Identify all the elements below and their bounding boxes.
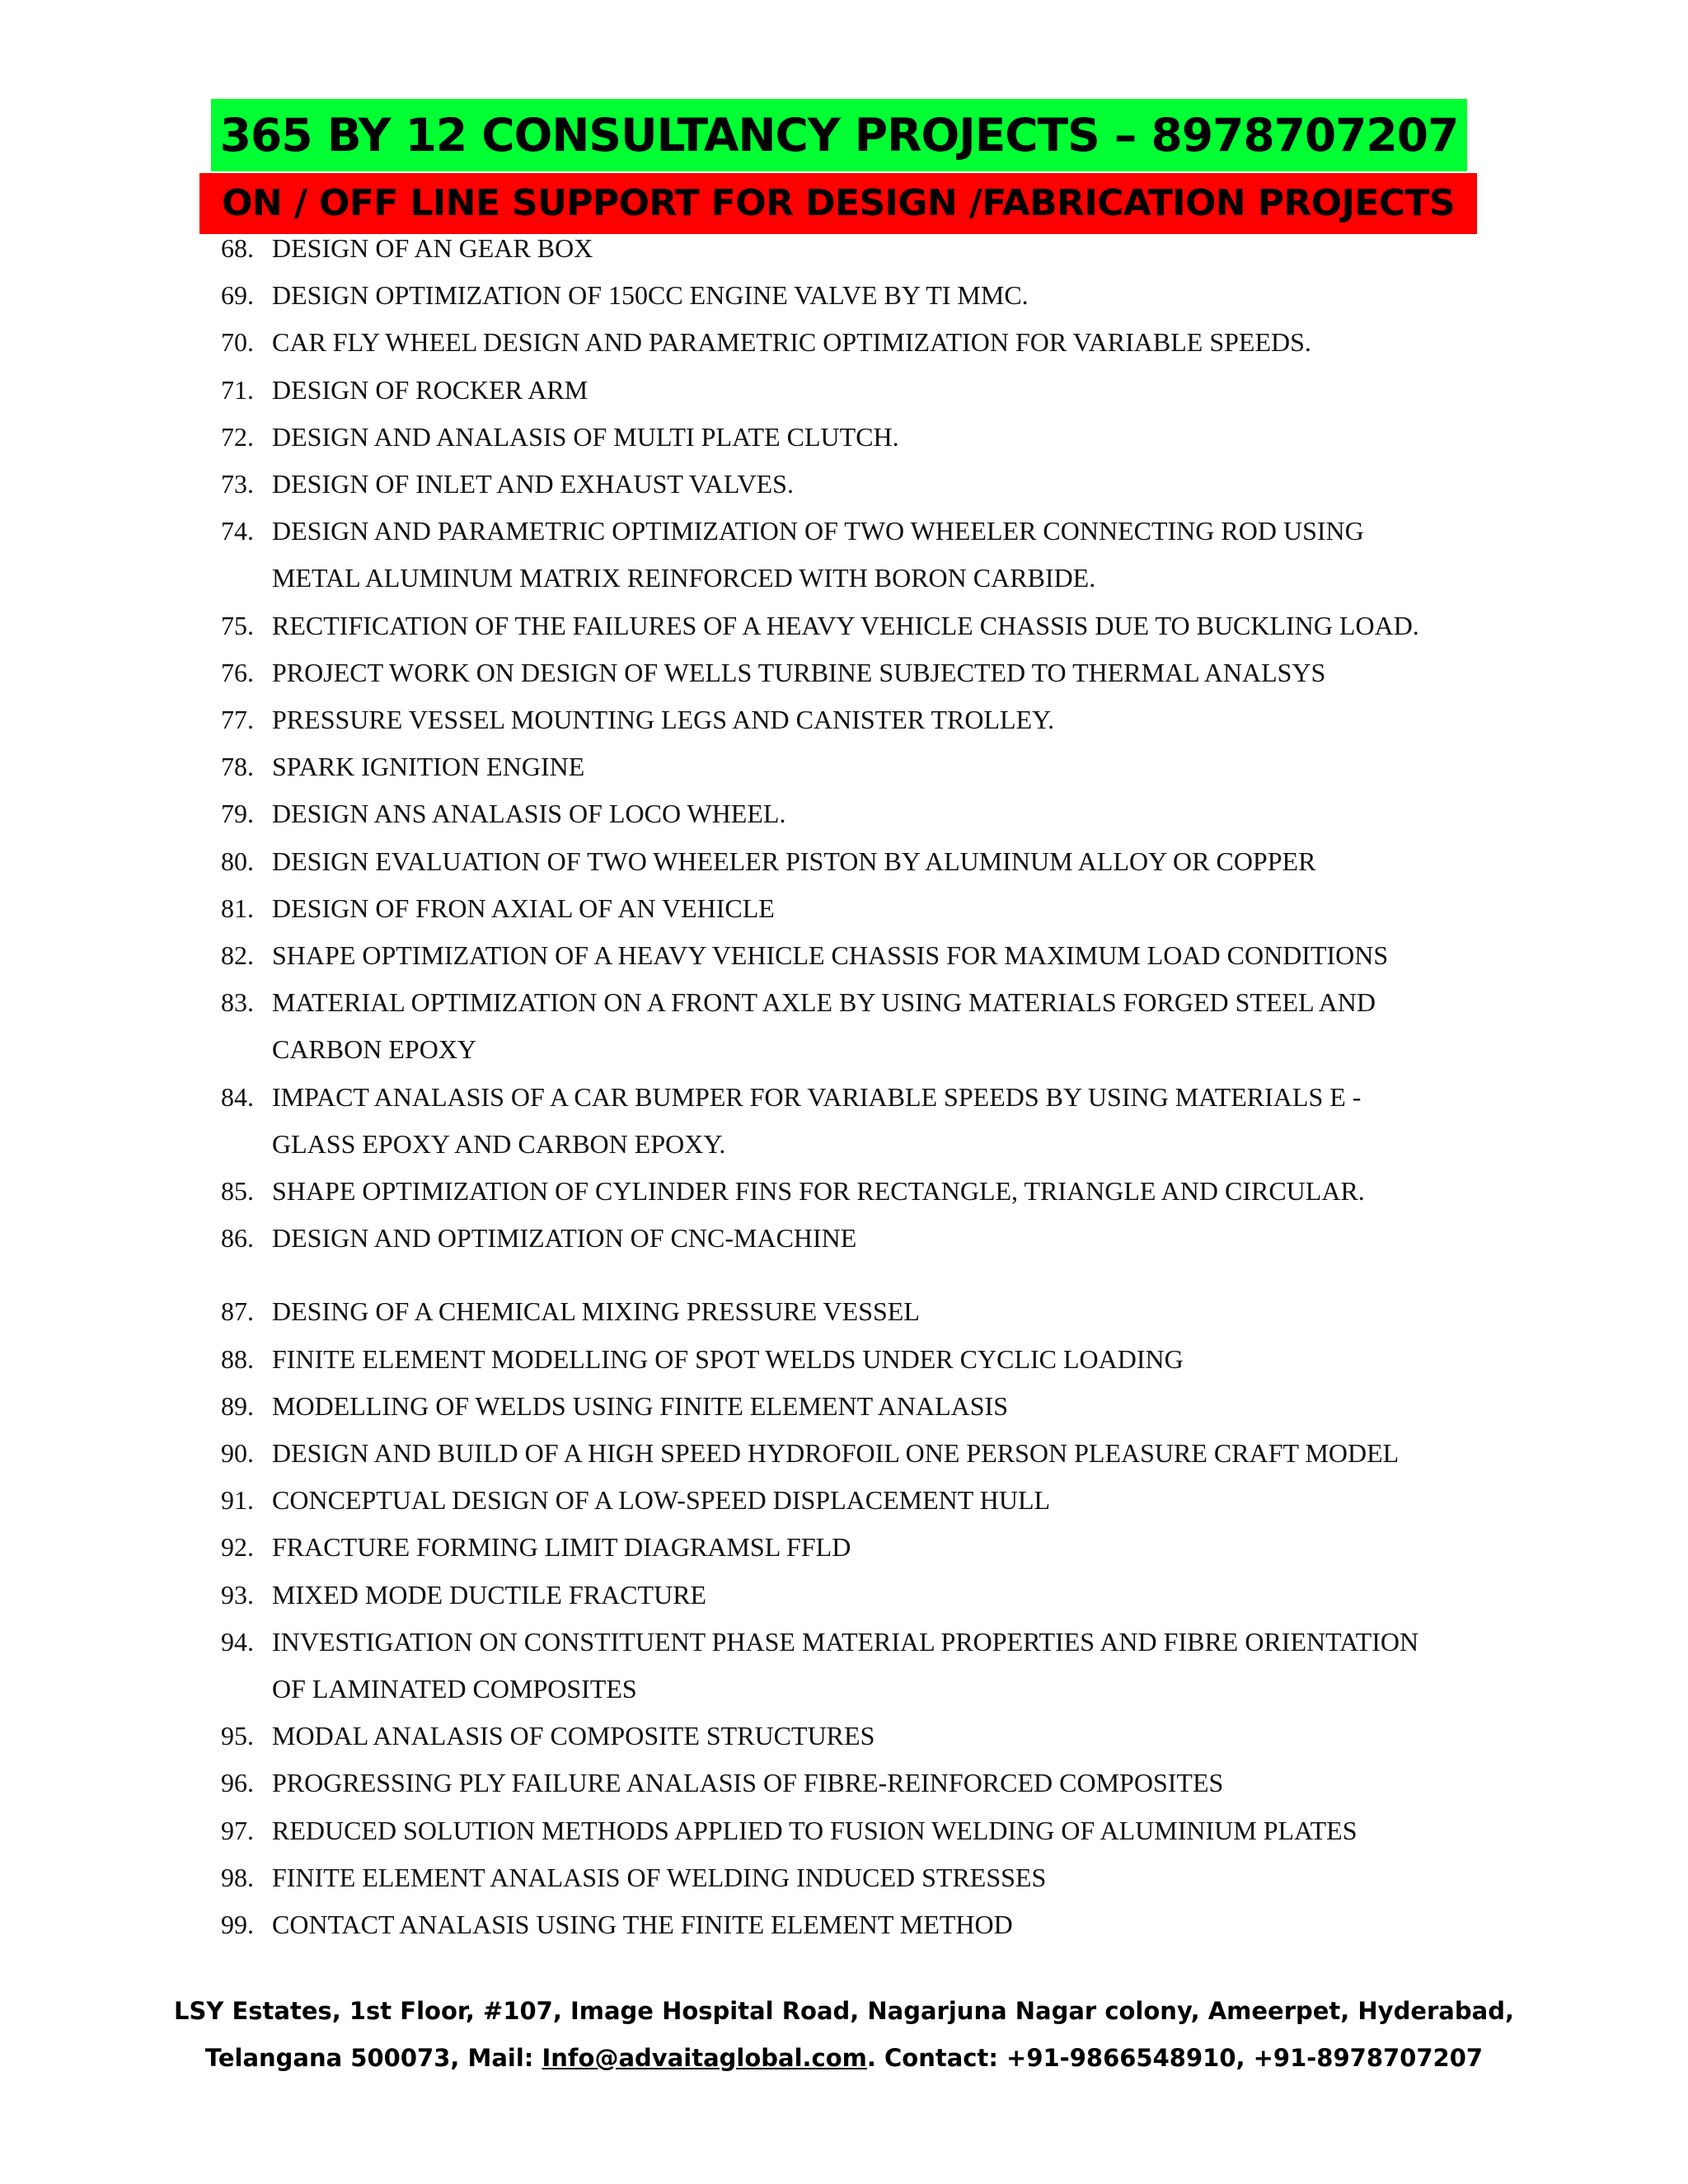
list-item-text: DESIGN ANS ANALASIS OF LOCO WHEEL. bbox=[272, 799, 786, 829]
list-item bbox=[0, 1479, 1688, 1521]
list-item-text: CARBON EPOXY bbox=[272, 1034, 477, 1065]
list-item-number: 74. bbox=[221, 516, 254, 546]
footer-address-line: LSY Estates, 1st Floor, #107, Image Hospital Road, Nagarjuna Nagar colony, Ameerpet, Hyderabad, bbox=[174, 1997, 1514, 2025]
list-item bbox=[0, 1526, 1688, 1568]
list-item bbox=[0, 416, 1688, 457]
list-item bbox=[0, 274, 1688, 316]
footer-contact-suffix: . Contact: +91-9866548910, +91-8978707207 bbox=[866, 2044, 1484, 2072]
list-item-text: FINITE ELEMENT ANALASIS OF WELDING INDUCED STRESSES bbox=[272, 1862, 1047, 1892]
list-item-number: 91. bbox=[221, 1485, 254, 1516]
list-item-text: DESIGN AND OPTIMIZATION OF CNC-MACHINE bbox=[272, 1223, 857, 1254]
list-item-text: METAL ALUMINUM MATRIX REINFORCED WITH BORON CARBIDE. bbox=[272, 563, 1096, 593]
list-item-continuation bbox=[0, 557, 1688, 598]
list-item-number: 69. bbox=[221, 280, 254, 311]
list-item-number: 79. bbox=[221, 799, 254, 829]
list-item-text: MIXED MODE DUCTILE FRACTURE bbox=[272, 1579, 707, 1610]
list-item bbox=[0, 1621, 1688, 1662]
list-item bbox=[0, 1810, 1688, 1851]
list-item-number: 83. bbox=[221, 987, 254, 1018]
list-item-number: 96. bbox=[221, 1768, 254, 1798]
list-item-text: FINITE ELEMENT MODELLING OF SPOT WELDS UNDER CYCLIC LOADING bbox=[272, 1343, 1184, 1374]
list-item-text: IMPACT ANALASIS OF A CAR BUMPER FOR VARIABLE SPEEDS BY USING MATERIALS E - bbox=[272, 1081, 1362, 1112]
list-item-text: DESIGN OPTIMIZATION OF 150CC ENGINE VALVE BY TI MMC. bbox=[272, 280, 1029, 311]
list-item-number: 90. bbox=[221, 1438, 254, 1468]
list-item-text: INVESTIGATION ON CONSTITUENT PHASE MATERIAL PROPERTIES AND FIBRE ORIENTATION bbox=[272, 1626, 1419, 1657]
list-item bbox=[0, 1904, 1688, 1945]
list-item bbox=[0, 1291, 1688, 1332]
footer bbox=[0, 1988, 1688, 2082]
list-item-text: MODELLING OF WELDS USING FINITE ELEMENT ANALASIS bbox=[272, 1390, 1008, 1421]
list-item-text: CAR FLY WHEEL DESIGN AND PARAMETRIC OPTIMIZATION FOR VARIABLE SPEEDS. bbox=[272, 327, 1311, 358]
list-item-text: DESIGN EVALUATION OF TWO WHEELER PISTON BY ALUMINUM ALLOY OR COPPER bbox=[272, 846, 1316, 876]
list-item-number: 98. bbox=[221, 1862, 254, 1892]
list-item bbox=[0, 793, 1688, 834]
list-item bbox=[0, 369, 1688, 410]
list-item-text: SHAPE OPTIMIZATION OF A HEAVY VEHICLE CHASSIS FOR MAXIMUM LOAD CONDITIONS bbox=[272, 940, 1389, 970]
list-item-number: 70. bbox=[221, 327, 254, 358]
list-item-text: DESIGN AND ANALASIS OF MULTI PLATE CLUTCH. bbox=[272, 421, 899, 452]
list-item-text: DESIGN OF FRON AXIAL OF AN VEHICLE bbox=[272, 893, 775, 923]
list-item-text: MATERIAL OPTIMIZATION ON A FRONT AXLE BY USING MATERIALS FORGED STEEL AND bbox=[272, 987, 1376, 1018]
list-item-text: DESING OF A CHEMICAL MIXING PRESSURE VESSEL bbox=[272, 1296, 920, 1327]
page-title: 365 BY 12 CONSULTANCY PROJECTS – 8978707207 bbox=[211, 99, 1467, 171]
list-item-text: REDUCED SOLUTION METHODS APPLIED TO FUSION WELDING OF ALUMINIUM PLATES bbox=[272, 1815, 1357, 1845]
list-item-text: DESIGN OF AN GEAR BOX bbox=[272, 233, 593, 263]
list-item bbox=[0, 463, 1688, 504]
list-item-number: 95. bbox=[221, 1721, 254, 1751]
list-item-number: 87. bbox=[221, 1296, 254, 1327]
list-item bbox=[0, 746, 1688, 787]
list-item-continuation bbox=[0, 1123, 1688, 1165]
list-item bbox=[0, 1574, 1688, 1615]
list-item-number: 97. bbox=[221, 1815, 254, 1845]
list-item-number: 88. bbox=[221, 1343, 254, 1374]
list-item-number: 73. bbox=[221, 469, 254, 499]
list-item-number: 99. bbox=[221, 1910, 254, 1939]
list-item-continuation bbox=[0, 1029, 1688, 1070]
list-item-number: 77. bbox=[221, 705, 254, 734]
email-link[interactable]: Info@advaitaglobal.com bbox=[542, 2044, 867, 2072]
list-item bbox=[0, 510, 1688, 551]
list-item-number: 89. bbox=[221, 1390, 254, 1421]
list-item-text: DESIGN AND BUILD OF A HIGH SPEED HYDROFOIL ONE PERSON PLEASURE CRAFT MODEL bbox=[272, 1438, 1400, 1468]
footer-contact-line bbox=[0, 2035, 1688, 2082]
list-item-number: 78. bbox=[221, 752, 254, 782]
list-item-text: MODAL ANALASIS OF COMPOSITE STRUCTURES bbox=[272, 1721, 875, 1751]
list-item-text: RECTIFICATION OF THE FAILURES OF A HEAVY VEHICLE CHASSIS DUE TO BUCKLING LOAD. bbox=[272, 610, 1419, 640]
list-item bbox=[0, 652, 1688, 693]
list-item-text: PROJECT WORK ON DESIGN OF WELLS TURBINE SUBJECTED TO THERMAL ANALSYS bbox=[272, 657, 1326, 687]
list-item-continuation bbox=[0, 1668, 1688, 1709]
list-item-number: 85. bbox=[221, 1176, 254, 1206]
list-item bbox=[0, 699, 1688, 740]
list-item-text: GLASS EPOXY AND CARBON EPOXY. bbox=[272, 1128, 726, 1159]
page-subtitle: ON / OFF LINE SUPPORT FOR DESIGN /FABRICATION PROJECTS bbox=[199, 173, 1477, 234]
list-item bbox=[0, 1338, 1688, 1380]
list-item bbox=[0, 1170, 1688, 1212]
list-item bbox=[0, 982, 1688, 1023]
list-item-number: 81. bbox=[221, 893, 254, 923]
list-item-text: FRACTURE FORMING LIMIT DIAGRAMSL FFLD bbox=[272, 1532, 851, 1563]
list-item-number: 92. bbox=[221, 1532, 254, 1563]
list-item bbox=[0, 1076, 1688, 1118]
list-item-text: CONCEPTUAL DESIGN OF A LOW-SPEED DISPLACEMENT HULL bbox=[272, 1485, 1051, 1516]
list-item-number: 82. bbox=[221, 940, 254, 970]
list-item-text: PRESSURE VESSEL MOUNTING LEGS AND CANISTER TROLLEY. bbox=[272, 705, 1055, 734]
list-item-number: 72. bbox=[221, 421, 254, 452]
list-item bbox=[0, 605, 1688, 646]
list-item-text: PROGRESSING PLY FAILURE ANALASIS OF FIBRE-REINFORCED COMPOSITES bbox=[272, 1768, 1224, 1798]
list-item bbox=[0, 1857, 1688, 1898]
list-item-number: 80. bbox=[221, 846, 254, 876]
list-item-text: DESIGN OF ROCKER ARM bbox=[272, 374, 588, 405]
list-item-number: 94. bbox=[221, 1626, 254, 1657]
list-item-number: 68. bbox=[221, 233, 254, 263]
list-item-text: OF LAMINATED COMPOSITES bbox=[272, 1674, 637, 1704]
list-item-text: SHAPE OPTIMIZATION OF CYLINDER FINS FOR RECTANGLE, TRIANGLE AND CIRCULAR. bbox=[272, 1176, 1365, 1206]
list-item-text: DESIGN OF INLET AND EXHAUST VALVES. bbox=[272, 469, 794, 499]
footer-contact-prefix: Telangana 500073, Mail: bbox=[204, 2044, 542, 2072]
list-item bbox=[0, 321, 1688, 363]
list-item-text: SPARK IGNITION ENGINE bbox=[272, 752, 585, 782]
list-item bbox=[0, 1432, 1688, 1474]
list-item-number: 76. bbox=[221, 657, 254, 687]
list-item bbox=[0, 841, 1688, 882]
list-item bbox=[0, 935, 1688, 976]
list-item-number: 75. bbox=[221, 610, 254, 640]
list-item bbox=[0, 888, 1688, 929]
list-item bbox=[0, 1715, 1688, 1756]
list-item-number: 86. bbox=[221, 1223, 254, 1254]
list-item bbox=[0, 1217, 1688, 1258]
list-item-number: 71. bbox=[221, 374, 254, 405]
list-item-number: 93. bbox=[221, 1579, 254, 1610]
list-item-text: DESIGN AND PARAMETRIC OPTIMIZATION OF TWO WHEELER CONNECTING ROD USING bbox=[272, 516, 1364, 546]
list-item-number: 84. bbox=[221, 1081, 254, 1112]
list-item bbox=[0, 227, 1688, 269]
list-item bbox=[0, 1762, 1688, 1803]
list-item bbox=[0, 1385, 1688, 1427]
list-item-text: CONTACT ANALASIS USING THE FINITE ELEMENT METHOD bbox=[272, 1910, 1013, 1939]
